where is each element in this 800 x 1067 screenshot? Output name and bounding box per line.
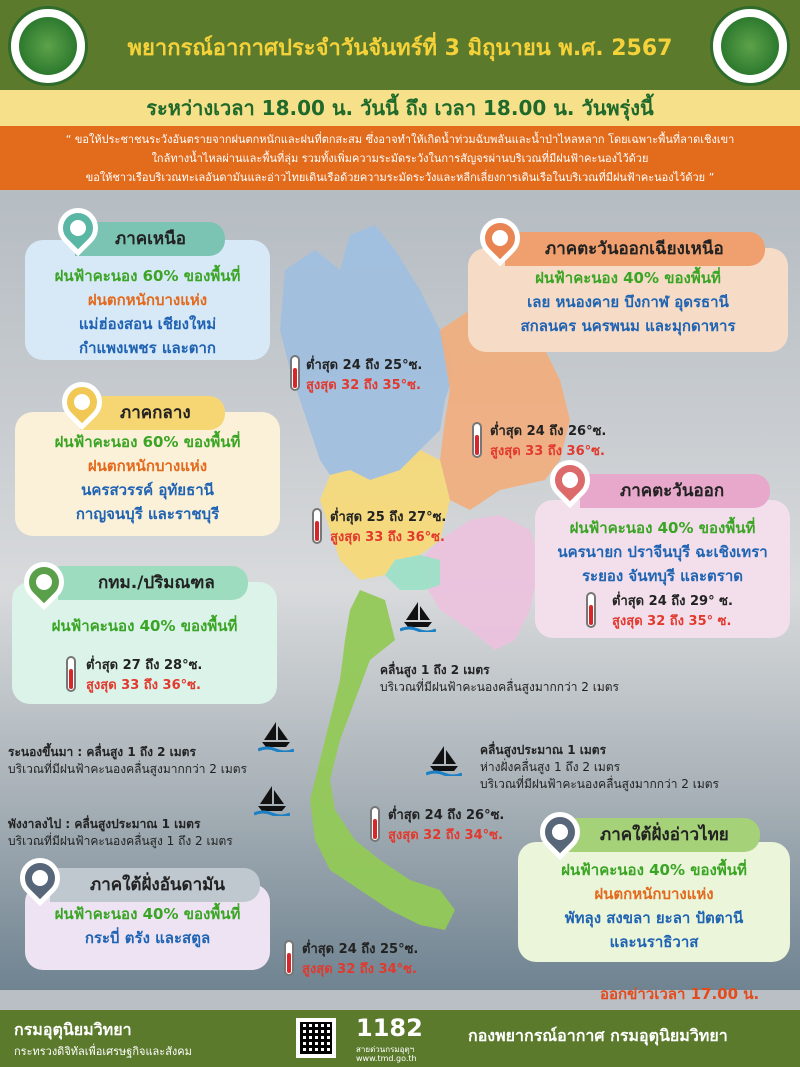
- boat-icon: [400, 600, 436, 632]
- wave-lower-gulf-note-2: บริเวณที่มีฝนฟ้าคะนองคลื่นสูงมากกว่า 2 เมตร: [480, 777, 720, 791]
- thermometer-icon: [290, 355, 300, 391]
- south-west-high: สูงสุด 32 ถึง 34°ซ.: [302, 962, 417, 977]
- east-high: สูงสุด 32 ถึง 35° ซ.: [612, 614, 732, 629]
- northeast-temps: [490, 422, 606, 462]
- warning-line: “ ขอให้ประชาชนระวังอันตรายจากฝนตกหนักและฝนที่ตกสะสม ซึ่งอาจทำให้เกิดน้ำท่วมฉับพลันและน้ำป่าไหลหลาก โดยเฉพาะพื้นที่ลาดเชิงเขา: [65, 133, 735, 146]
- issued-time: ออกข่าวเวลา 17.00 น.: [600, 985, 760, 1003]
- thermometer-icon: [284, 940, 294, 976]
- thermometer-icon: [66, 656, 76, 692]
- south-east-provinces-1: พัทลุง สงขลา ยะลา ปัตตานี: [564, 909, 744, 927]
- south-west-label: ภาคใต้ฝั่งอันดามัน: [50, 868, 260, 902]
- wave-ranong-note: บริเวณที่มีฝนฟ้าคะนองคลื่นสูงมากกว่า 2 เมตร: [8, 762, 248, 776]
- central-provinces-2: กาญจนบุรี และราชบุรี: [75, 505, 220, 523]
- page-title: พยากรณ์อากาศประจำวันจันทร์ที่ 3 มิถุนายน พ.ศ. 2567: [127, 36, 673, 61]
- south-west-low: ต่ำสุด 24 ถึง 25°ซ.: [302, 942, 419, 957]
- south-west-rain: ฝนฟ้าคะนอง 40% ของพื้นที่: [54, 905, 241, 923]
- footer-ministry: กระทรวงดิจิทัลเพื่อเศรษฐกิจและสังคม: [14, 1045, 192, 1058]
- north-rain: ฝนฟ้าคะนอง 60% ของพื้นที่: [54, 267, 241, 285]
- northeast-provinces-1: เลย หนองคาย บึงกาฬ อุดรธานี: [527, 293, 729, 311]
- website-link[interactable]: www.tmd.go.th: [356, 1054, 417, 1063]
- wave-lower-gulf: [480, 742, 719, 793]
- northeast-low: ต่ำสุด 24 ถึง 26°ซ.: [490, 424, 607, 439]
- bangkok-rain: ฝนฟ้าคะนอง 40% ของพื้นที่: [51, 617, 238, 635]
- warning-line: ใกล้ทางน้ำไหลผ่านและพื้นที่ลุ่ม รวมทั้งเพิ่มความระมัดระวังในการสัญจรผ่านบริเวณที่มีฝนฟ้าคะนองไว้ด้วย: [151, 152, 649, 165]
- wave-phangnga-title: พังงาลงไป : คลื่นสูงประมาณ 1 เมตร: [8, 817, 201, 831]
- wave-upper-gulf: [380, 662, 619, 696]
- bangkok-low: ต่ำสุด 27 ถึง 28°ซ.: [86, 658, 203, 673]
- time-range: ระหว่างเวลา 18.00 น. วันนี้ ถึง เวลา 18.00 น. วันพรุ่งนี้: [0, 90, 800, 126]
- bangkok-temps: [86, 656, 202, 696]
- footer-bar: [0, 1010, 800, 1067]
- south-west-provinces: กระบี่ ตรัง และสตูล: [84, 929, 211, 947]
- qr-code[interactable]: [296, 1018, 336, 1058]
- north-temps: [306, 356, 422, 396]
- north-provinces-2: กำแพงเพชร และตาก: [78, 339, 217, 357]
- south-east-low: ต่ำสุด 24 ถึง 26°ซ.: [388, 808, 505, 823]
- northeast-rain: ฝนฟ้าคะนอง 40% ของพื้นที่: [535, 269, 721, 287]
- south-east-rain: ฝนฟ้าคะนอง 40% ของพื้นที่: [561, 861, 747, 879]
- footer-org: กรมอุตุนิยมวิทยา: [14, 1020, 132, 1039]
- wave-ranong-title: ระนองขึ้นมา : คลื่นสูง 1 ถึง 2 เมตร: [8, 745, 196, 759]
- warning-line: ขอให้ชาวเรือบริเวณทะเลอันดามันและอ่าวไทยเดินเรือด้วยความระมัดระวังและหลีกเลี่ยงการเดินเรือในบริเวณที่มีฝนฟ้าคะนองไว้ด้วย ”: [85, 171, 715, 184]
- wave-ranong: [8, 744, 247, 778]
- northeast-provinces-2: สกลนคร นครพนม และมุกดาหาร: [520, 317, 736, 335]
- hotline-number: 1182: [356, 1014, 423, 1042]
- bangkok-high: สูงสุด 33 ถึง 36°ซ.: [86, 678, 201, 693]
- east-rain: ฝนฟ้าคะนอง 40% ของพื้นที่: [569, 519, 756, 537]
- hotline-label: สายด่วนกรมอุตุฯ: [356, 1045, 415, 1054]
- wave-lower-gulf-note-1: ห่างฝั่งคลื่นสูง 1 ถึง 2 เมตร: [480, 760, 621, 774]
- central-card: [15, 412, 280, 536]
- wave-phangnga-note: บริเวณที่มีฝนฟ้าคะนองคลื่นสูง 1 ถึง 2 เมตร: [8, 834, 233, 848]
- northeast-label: ภาคตะวันออกเฉียงเหนือ: [505, 232, 765, 266]
- northeast-high: สูงสุด 33 ถึง 36°ซ.: [490, 444, 605, 459]
- north-card: [25, 240, 270, 360]
- south-east-heavy: ฝนตกหนักบางแห่ง: [594, 885, 714, 903]
- east-provinces-1: นครนายก ปราจีนบุรี ฉะเชิงเทรา: [557, 543, 768, 561]
- south-east-temps: [388, 806, 504, 846]
- south-east-label: ภาคใต้ฝั่งอ่าวไทย: [560, 818, 760, 852]
- north-high: สูงสุด 32 ถึง 35°ซ.: [306, 378, 421, 393]
- bangkok-label: กทม./ปริมณฑล: [58, 566, 248, 600]
- thermometer-icon: [312, 508, 322, 544]
- thermometer-icon: [472, 422, 482, 458]
- central-low: ต่ำสุด 25 ถึง 27°ซ.: [330, 510, 447, 525]
- central-temps: [330, 508, 446, 548]
- north-heavy: ฝนตกหนักบางแห่ง: [87, 291, 208, 309]
- thermometer-icon: [586, 592, 596, 628]
- map-north: [280, 225, 455, 480]
- footer-division: กองพยากรณ์อากาศ กรมอุตุนิยมวิทยา: [468, 1026, 728, 1045]
- central-rain: ฝนฟ้าคะนอง 60% ของพื้นที่: [54, 433, 241, 451]
- wave-phangnga: [8, 816, 233, 850]
- central-heavy: ฝนตกหนักบางแห่ง: [87, 457, 208, 475]
- central-provinces-1: นครสวรรค์ อุทัยธานี: [81, 481, 214, 499]
- boat-icon: [426, 744, 462, 776]
- south-west-temps: [302, 940, 418, 980]
- thermometer-icon: [370, 806, 380, 842]
- boat-icon: [254, 784, 290, 816]
- wave-lower-gulf-title: คลื่นสูงประมาณ 1 เมตร: [480, 743, 607, 757]
- east-low: ต่ำสุด 24 ถึง 29° ซ.: [612, 594, 733, 609]
- south-east-provinces-2: และนราธิวาส: [609, 933, 699, 951]
- north-label: ภาคเหนือ: [75, 222, 225, 256]
- wave-upper-gulf-note: บริเวณที่มีฝนฟ้าคะนองคลื่นสูงมากกว่า 2 เมตร: [380, 680, 620, 694]
- east-label: ภาคตะวันออก: [580, 474, 770, 508]
- east-temps: [612, 592, 733, 632]
- north-low: ต่ำสุด 24 ถึง 25°ซ.: [306, 358, 423, 373]
- wave-upper-gulf-title: คลื่นสูง 1 ถึง 2 เมตร: [380, 663, 490, 677]
- north-provinces-1: แม่ฮ่องสอน เชียงใหม่: [78, 315, 217, 333]
- central-high: สูงสุด 33 ถึง 36°ซ.: [330, 530, 445, 545]
- east-provinces-2: ระยอง จันทบุรี และตราด: [581, 567, 744, 585]
- south-east-high: สูงสุด 32 ถึง 34°ซ.: [388, 828, 503, 843]
- boat-icon: [258, 720, 294, 752]
- central-label: ภาคกลาง: [80, 396, 225, 430]
